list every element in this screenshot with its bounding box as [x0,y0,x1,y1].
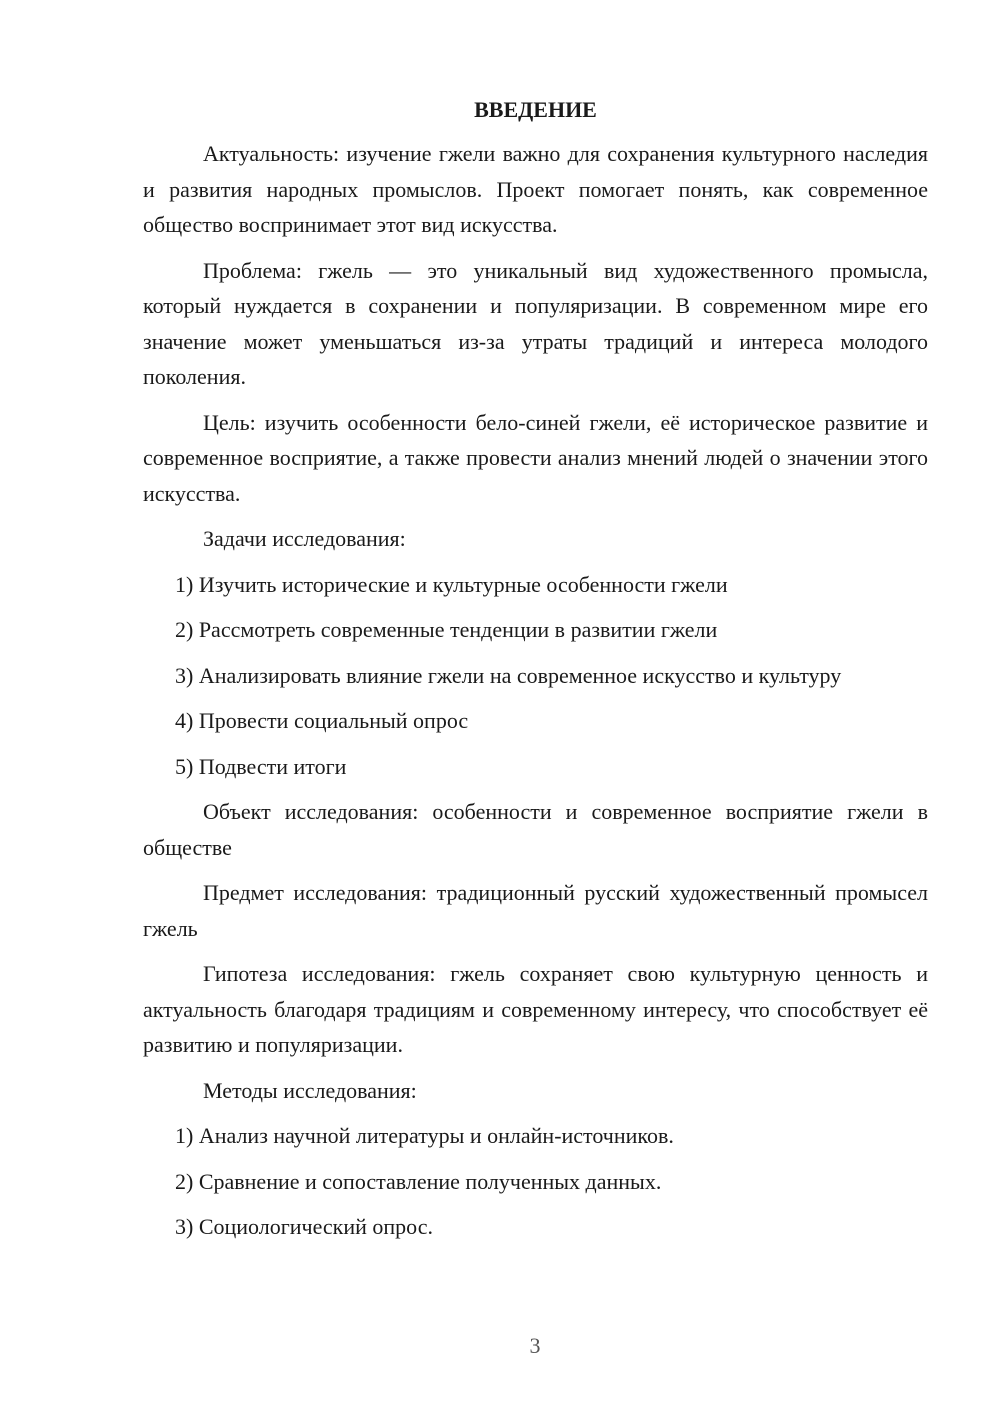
task-item: 4) Провести социальный опрос [175,708,469,733]
method-item: 3) Социологический опрос. [175,1214,433,1239]
hypothesis-paragraph: Гипотеза исследования: гжель сохраняет свою культурную ценность и актуальность благодаря традициям и современному интересу, что способствует её развитию и популяризации. [143,961,928,1057]
subject-paragraph: Предмет исследования: традиционный русский художественный промысел гжель [143,880,928,941]
method-item: 1) Анализ научной литературы и онлайн-источников. [175,1123,674,1148]
problem-paragraph: Проблема: гжель — это уникальный вид художественного промысла, который нуждается в сохранении и популяризации. В современном мире его значение может уменьшаться из-за утраты традиций и интереса молодого поколения. [143,257,928,389]
object-paragraph: Объект исследования: особенности и современное восприятие гжели в обществе [143,799,928,860]
task-item: 2) Рассмотреть современные тенденции в развитии гжели [175,617,718,642]
page-number: 3 [529,1333,541,1358]
method-item: 2) Сравнение и сопоставление полученных данных. [175,1168,662,1194]
task-item: 1) Изучить исторические и культурные особенности гжели [175,571,728,597]
goal-paragraph: Цель: изучить особенности бело-синей гжели, её историческое развитие и современное восприятие, а также провести анализ мнений людей о значении этого искусства. [143,409,928,506]
methods-list [143,1118,928,1245]
methods-label: Методы исследования: [203,1077,417,1103]
task-item: 5) Подвести итоги [175,753,347,779]
section-heading: ВВЕДЕНИЕ [474,97,597,122]
tasks-list [143,567,928,785]
relevance-paragraph: Актуальность: изучение гжели важно для сохранения культурного наследия и развития народных промыслов. Проект помогает понять, как современное общество воспринимает этот вид искусства. [143,141,928,237]
page-content [143,92,928,1255]
tasks-label: Задачи исследования: [203,526,406,551]
task-item: 3) Анализировать влияние гжели на современное искусство и культуру [175,662,842,688]
